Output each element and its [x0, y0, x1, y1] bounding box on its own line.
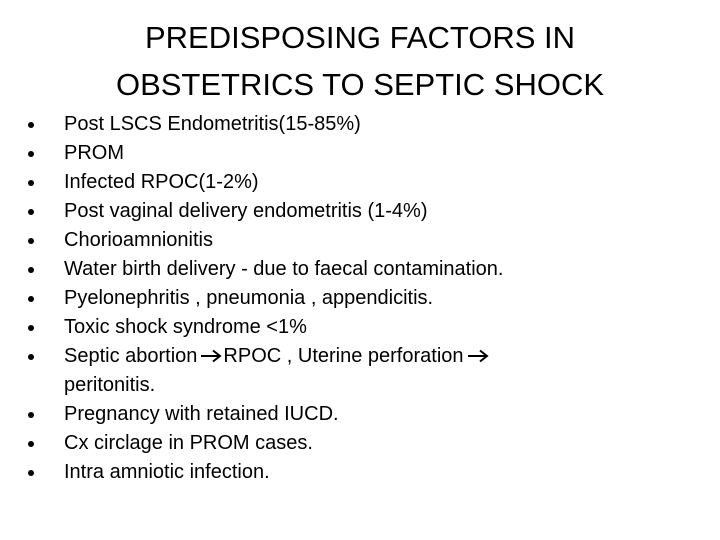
bullet-text: Post LSCS Endometritis(15-85%) [64, 113, 361, 135]
right-arrow-icon [467, 349, 489, 363]
septic-abortion-middle: RPOC , Uterine perforation [223, 345, 464, 367]
bullet-item [28, 139, 688, 168]
bullet-list [28, 110, 688, 487]
bullet-dot-icon [28, 122, 34, 128]
bullet-text: Infected RPOC(1-2%) [64, 171, 259, 193]
bullet-text: Cx circlage in PROM cases. [64, 432, 313, 454]
slide-title [60, 14, 660, 108]
bullet-item [28, 429, 688, 458]
bullet-dot-icon [28, 296, 34, 302]
bullet-item [28, 168, 688, 197]
bullet-item [28, 226, 688, 255]
bullet-text: Water birth delivery - due to faecal contamination. [64, 258, 504, 280]
bullet-item [28, 255, 688, 284]
bullet-dot-icon [28, 180, 34, 186]
bullet-text: Pyelonephritis , pneumonia , appendicitis. [64, 287, 434, 309]
bullet-text: PROM [64, 142, 124, 164]
bullet-item [28, 110, 688, 139]
bullet-dot-icon [28, 209, 34, 215]
bullet-text: Chorioamnionitis [64, 229, 213, 251]
bullet-dot-icon [28, 354, 34, 360]
title-line-2: OBSTETRICS TO SEPTIC SHOCK [115, 67, 605, 102]
bullet-text: Toxic shock syndrome <1% [64, 316, 307, 338]
bullet-dot-icon [28, 441, 34, 447]
bullet-dot-icon [28, 267, 34, 273]
septic-abortion-prefix: Septic abortion [64, 345, 198, 367]
septic-abortion-continuation: peritonitis. [64, 374, 156, 396]
bullet-item [28, 284, 688, 313]
bullet-item [28, 400, 688, 429]
bullet-text: Pregnancy with retained IUCD. [64, 403, 339, 425]
bullet-item [28, 197, 688, 226]
right-arrow-icon [200, 349, 222, 363]
bullet-dot-icon [28, 470, 34, 476]
bullet-item-septic-abortion [28, 342, 688, 400]
bullet-dot-icon [28, 325, 34, 331]
bullet-dot-icon [28, 412, 34, 418]
bullet-dot-icon [28, 238, 34, 244]
bullet-text: Post vaginal delivery endometritis (1-4%) [64, 200, 428, 222]
bullet-item [28, 458, 688, 487]
bullet-item [28, 313, 688, 342]
title-line-1: PREDISPOSING FACTORS IN [144, 20, 576, 55]
bullet-text: Intra amniotic infection. [64, 461, 270, 483]
bullet-dot-icon [28, 151, 34, 157]
